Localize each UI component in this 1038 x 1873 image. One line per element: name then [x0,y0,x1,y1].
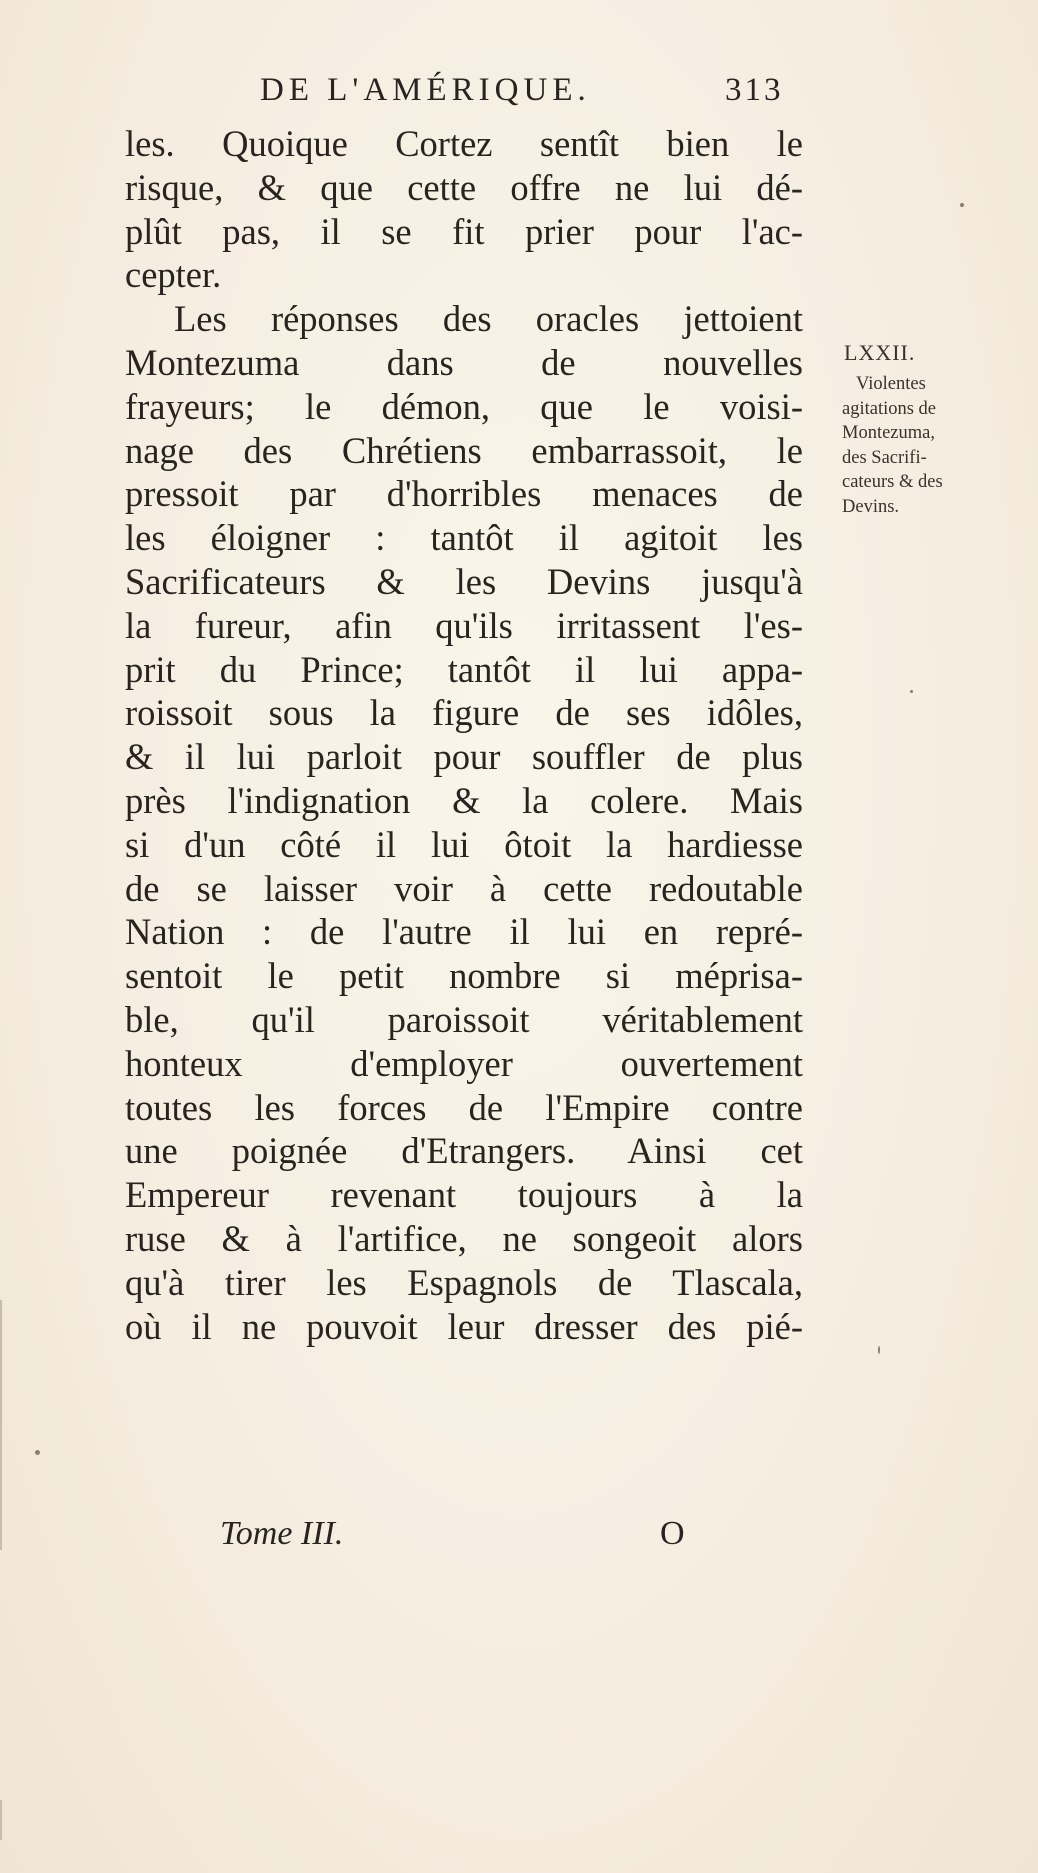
text-line: ble, qu'il paroissoit véritablement [125,998,803,1040]
text-line: qu'à tirer les Espagnols de Tlascala, [125,1261,803,1303]
paper-speck [35,1450,40,1455]
text-line: sentoit le petit nombre si méprisa- [125,955,803,997]
volume-label: Tome III. [220,1515,344,1552]
text-line: toutes les forces de l'Empire contre [125,1086,803,1128]
text-line: roissoit sous la figure de ses idôles, [125,692,803,734]
text-line: où il ne pouvoit leur dresser des pié- [125,1305,803,1347]
marginal-note-line: des Sacrifi- [842,447,927,468]
text-line: honteux d'employer ouvertement [125,1042,803,1084]
text-line: Empereur revenant toujours à la [125,1174,803,1216]
text-line: près l'indignation & la colere. Mais [125,779,803,821]
text-line: frayeurs; le démon, que le voisi- [125,385,803,427]
text-line: prit du Prince; tantôt il lui appa- [125,648,803,690]
footer [220,1515,720,1560]
page-edge-line [0,1300,2,1550]
page-number: 313 [725,72,784,108]
body-text [125,122,803,1348]
text-line: cepter. [125,254,222,296]
text-line: la fureur, afin qu'ils irritassent l'es- [125,604,803,646]
marginal-note-number: LXXII. [844,340,916,365]
text-line: Nation : de l'autre il lui en repré- [125,911,803,953]
running-head [120,72,810,112]
marginal-note-line: cateurs & des [842,472,943,492]
paper-speck [910,690,913,693]
text-line: risque, & que cette offre ne lui dé- [125,166,803,208]
page-edge-line [0,1800,2,1840]
text-line: pressoit par d'horribles menaces de [125,473,803,515]
marginal-note-line: Violentes [856,374,926,394]
marginal-note-line: Devins. [842,496,900,517]
text-line: les. Quoique Cortez sentît bien le [125,123,803,164]
text-line: nage des Chrétiens embarrassoit, le [125,429,803,471]
text-line: plût pas, il se fit prier pour l'ac- [125,210,803,252]
signature-mark: O [660,1515,685,1552]
text-line: les éloigner : tantôt il agitoit les [125,517,803,559]
marginal-note-line: agitations de [842,398,937,419]
text-line: Les réponses des oracles jettoient [174,298,803,340]
text-line: de se laisser voir à cette redoutable [125,867,803,909]
text-line: & il lui parloit pour souffler de plus [125,736,803,778]
text-line: ruse & à l'artifice, ne songeoit alors [125,1217,803,1259]
marginal-note-text [842,372,992,519]
marginal-note-line: Montezuma, [842,423,935,443]
text-line: Sacrificateurs & les Devins jusqu'à [125,560,803,602]
paper-speck [960,203,964,207]
marginal-note [842,340,992,519]
text-line: si d'un côté il lui ôtoit la hardiesse [125,823,803,865]
text-line: Montezuma dans de nouvelles [125,341,803,383]
text-line: une poignée d'Etrangers. Ainsi cet [125,1130,803,1172]
running-title: DE L'AMÉRIQUE. [260,72,591,108]
paper-speck [878,1346,880,1354]
